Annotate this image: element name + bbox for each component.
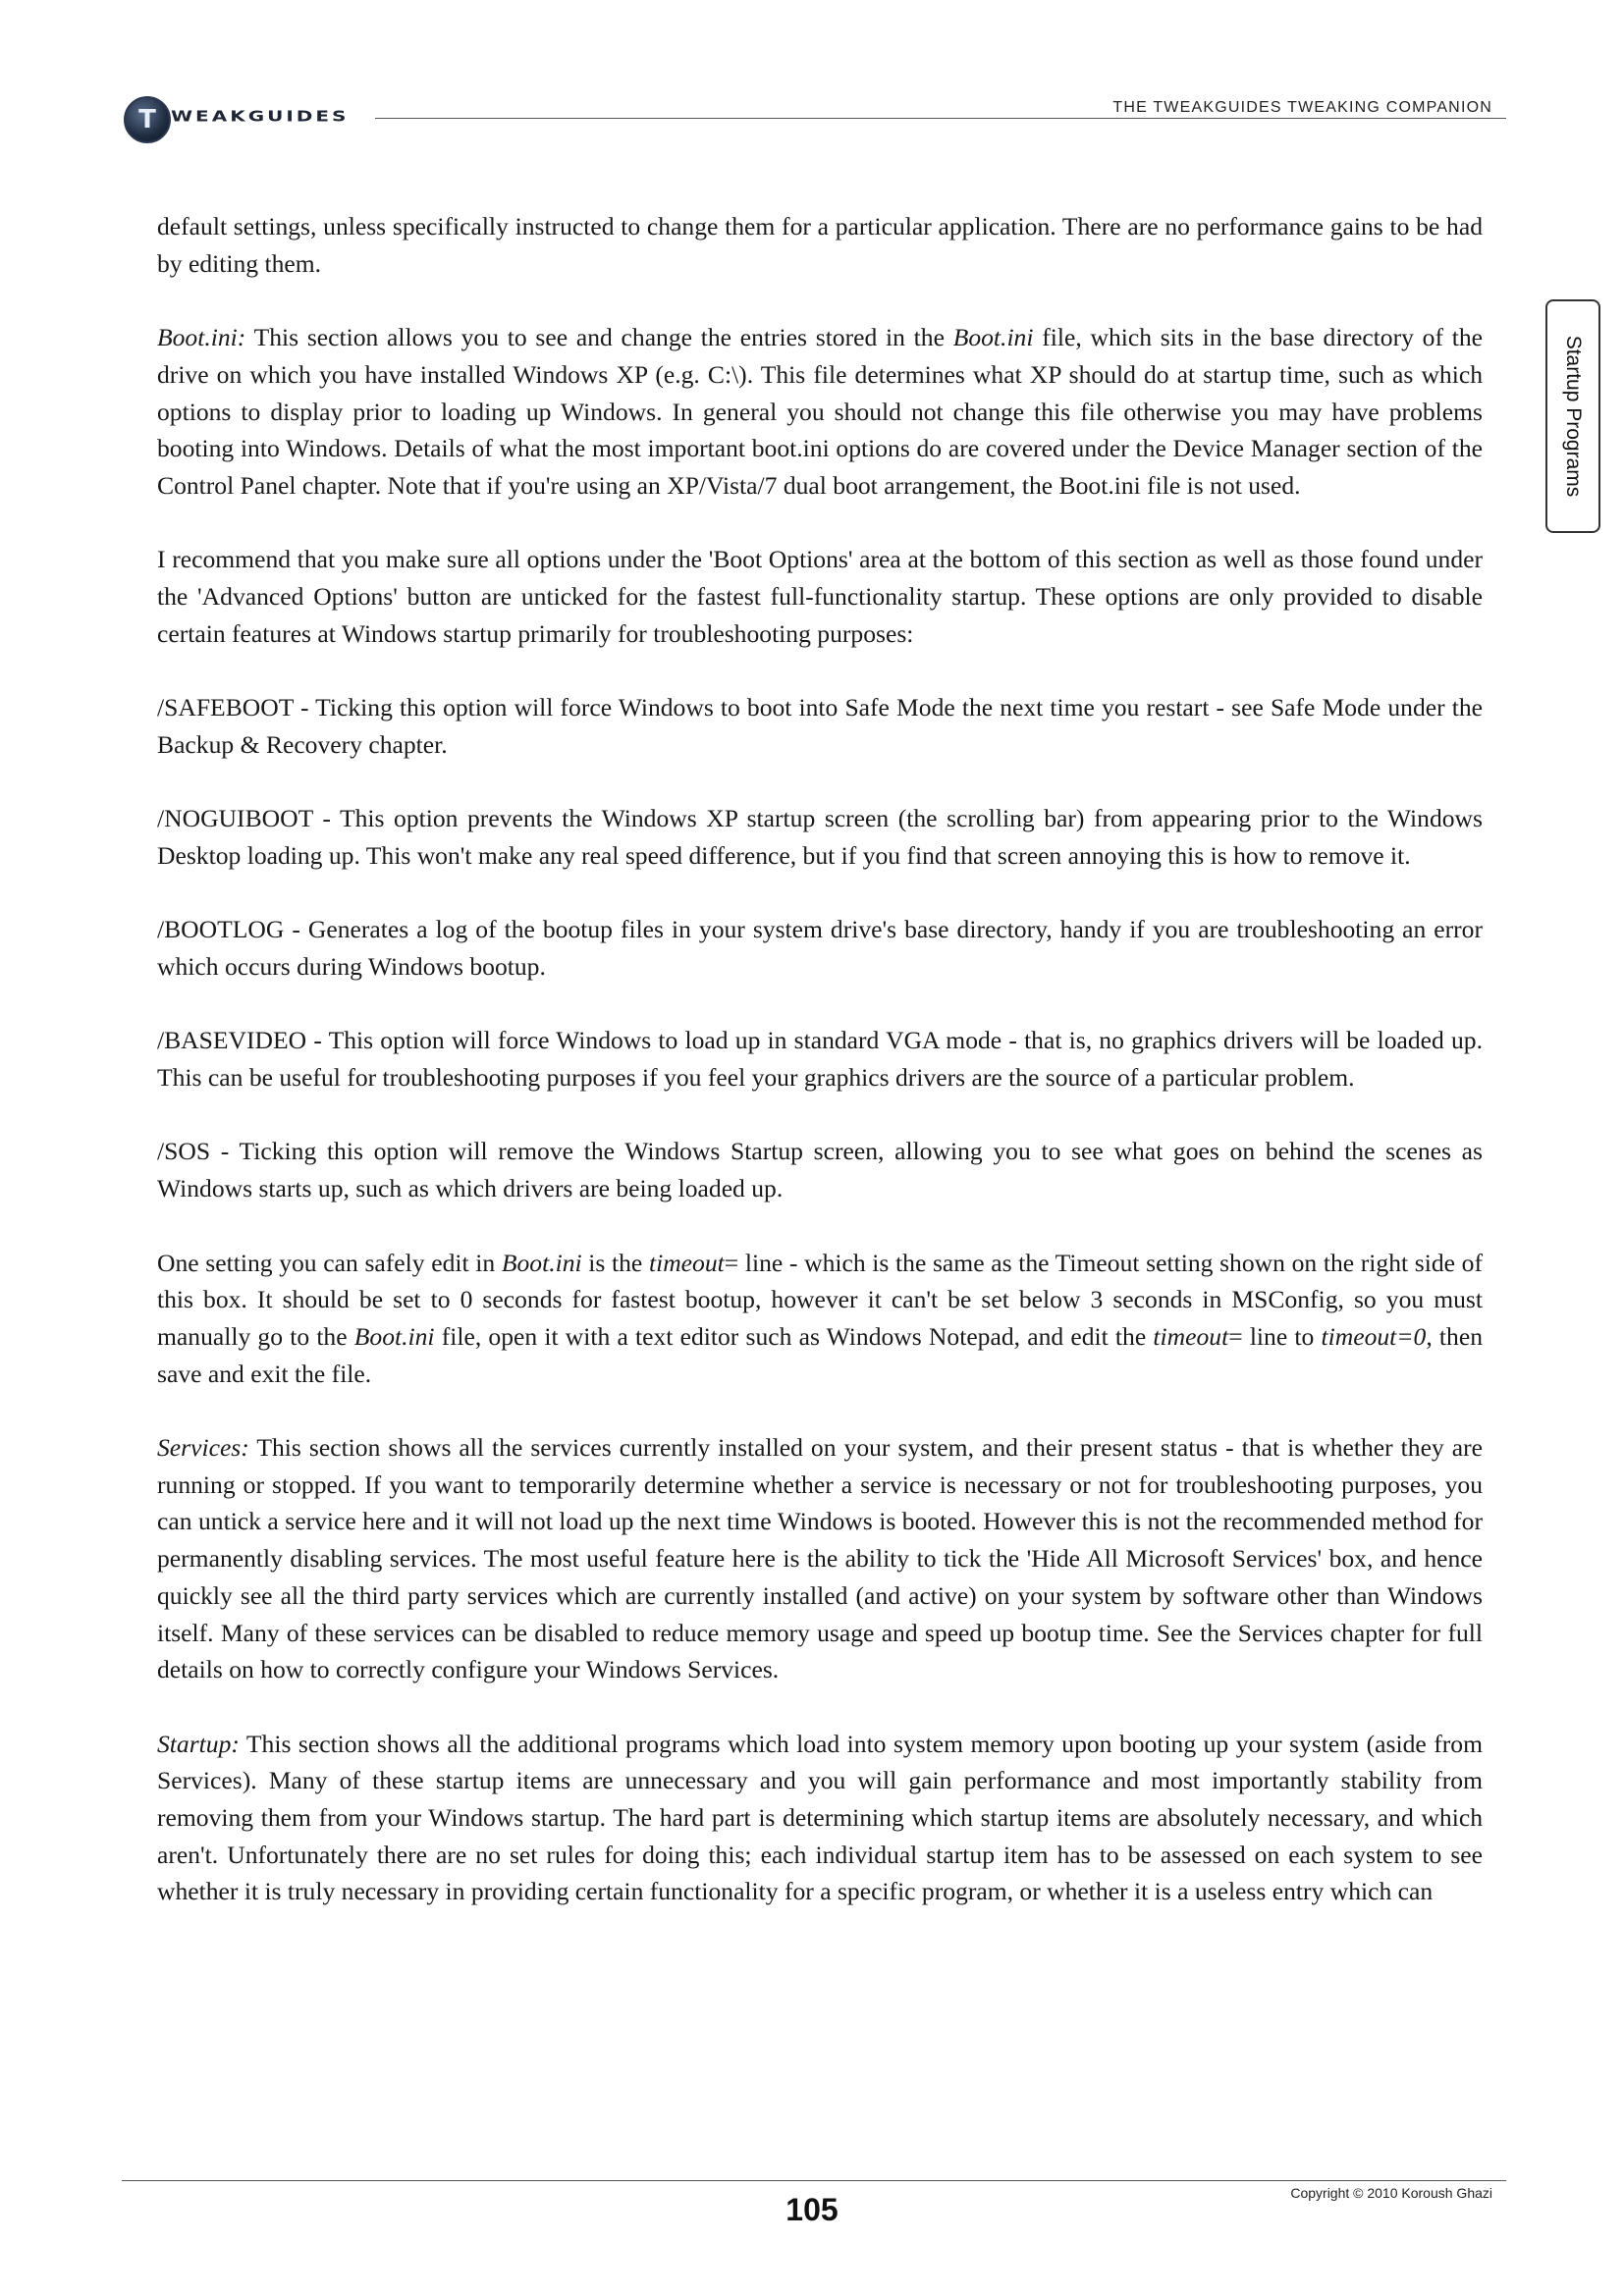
page-number: 105 (785, 2192, 839, 2227)
paragraph-sos: /SOS - Ticking this option will remove the Windows Startup screen, allowing you to see what goes on behind the scenes as Windows starts up, such as which drivers are being loaded up. (157, 1137, 1483, 1203)
logo-letter: T (138, 105, 156, 134)
paragraph-timeout: One setting you can safely edit in Boot.ini is the timeout= line - which is the same as the Timeout setting shown on the right side of this box. It should be set to 0 seconds for fastest bootup, however it can't be set below 3 seconds in MSConfig, so you must manually go to the Boot.ini file, open it with a text editor such as Windows Notepad, and edit the timeout= line to timeout=0, then save and exit the file. (157, 1248, 1483, 1388)
term-label: Services: (157, 1433, 249, 1463)
page-body (157, 208, 1483, 1948)
paragraph: I recommend that you make sure all options under the 'Boot Options' area at the bottom of this section as well as those found under the 'Advanced Options' button are unticked for the fastest full-functionality startup. These options are only provided to disable certain features at Windows startup primarily for troubleshooting purposes: (157, 545, 1483, 648)
paragraph-noguiboot: /NOGUIBOOT - This option prevents the Windows XP startup screen (the scrolling bar) from appearing prior to the Windows Desktop loading up. This won't make any real speed difference, but if you find that screen annoying this is how to remove it. (157, 804, 1483, 870)
chapter-side-tab (1545, 299, 1600, 533)
term-label: Startup: (157, 1729, 240, 1758)
paragraph-boot-ini: Boot.ini: This section allows you to see and change the entries stored in the Boot.ini file, which sits in the base directory of the drive on which you have installed Windows XP (e.g. C:\). This file determines what XP should do at startup time, such as which options to display prior to loading up Windows. In general you should not change this file otherwise you may have problems booting into Windows. Details of what the most important boot.ini options do are covered under the Device Manager section of the Control Panel chapter. Note that if you're using an XP/Vista/7 dual boot arrangement, the Boot.ini file is not used. (157, 323, 1483, 500)
copyright-notice: Copyright © 2010 Koroush Ghazi (1290, 2185, 1492, 2201)
term-label: Boot.ini: (157, 323, 246, 352)
logo-text: WEAKGUIDES (171, 107, 350, 125)
running-header: THE TWEAKGUIDES TWEAKING COMPANION (1112, 99, 1492, 116)
paragraph-safeboot: /SAFEBOOT - Ticking this option will force Windows to boot into Safe Mode the next time you restart - see Safe Mode under the Backup & Recovery chapter. (157, 693, 1483, 759)
tweakguides-logo (124, 92, 359, 149)
chapter-tab-label: Startup Programs (1562, 335, 1585, 498)
header-divider (375, 118, 1506, 119)
footer-divider (122, 2180, 1506, 2181)
logo-emblem-icon (124, 96, 171, 143)
paragraph-startup: Startup: This section shows all the additional programs which load into system memory upon booting up your system (aside from Services). Many of these startup items are unnecessary and you will gain performance and most importantly stability from removing them from your Windows startup. The hard part is determining which startup items are absolutely necessary, and which aren't. Unfortunately there are no set rules for doing this; each individual startup item has to be assessed on each system to see whether it is truly necessary in providing certain functionality for a specific program, or whether it is a useless entry which can (157, 1729, 1483, 1906)
paragraph-services: Services: This section shows all the services currently installed on your system, and their present status - that is whether they are running or stopped. If you want to temporarily determine whether a service is necessary or not for troubleshooting purposes, you can untick a service here and it will not load up the next time Windows is booted. However this is not the recommended method for permanently disabling services. The most useful feature here is the ability to tick the 'Hide All Microsoft Services' box, and hence quickly see all the third party services which are currently installed (and active) on your system by software other than Windows itself. Many of these services can be disabled to reduce memory usage and speed up bootup time. See the Services chapter for full details on how to correctly configure your Windows Services. (157, 1433, 1483, 1684)
paragraph: default settings, unless specifically instructed to change them for a particular application. There are no performance gains to be had by editing them. (157, 212, 1483, 278)
paragraph-basevideo: /BASEVIDEO - This option will force Windows to load up in standard VGA mode - that is, no graphics drivers will be loaded up. This can be useful for troubleshooting purposes if you feel your graphics drivers are the source of a particular problem. (157, 1026, 1483, 1093)
paragraph-bootlog: /BOOTLOG - Generates a log of the bootup files in your system drive's base directory, handy if you are troubleshooting an error which occurs during Windows bootup. (157, 915, 1483, 981)
